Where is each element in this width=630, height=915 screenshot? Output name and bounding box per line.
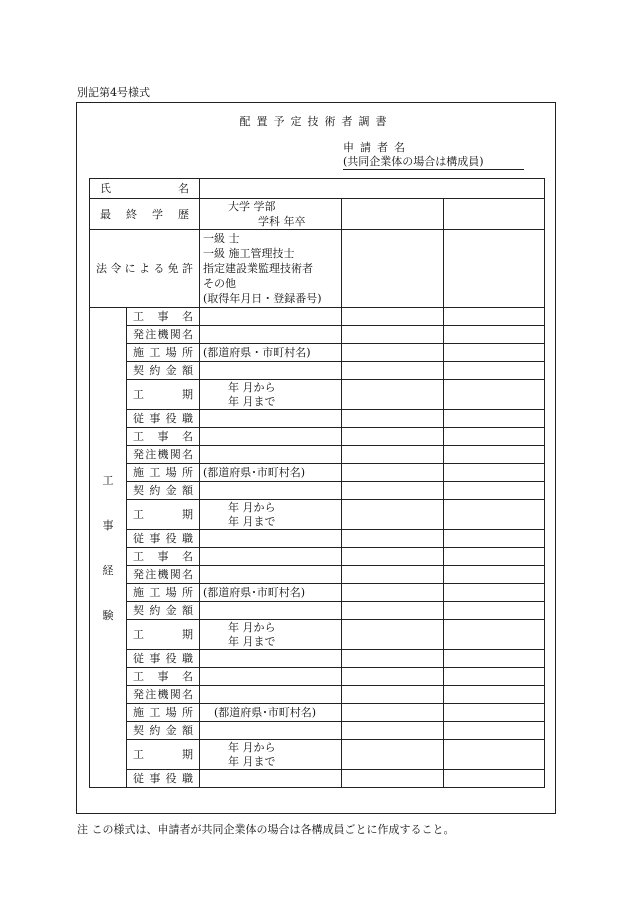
experience-extra-2[interactable] [444, 482, 545, 500]
experience-extra-1[interactable] [342, 482, 444, 500]
experience-label-char: 工 [102, 473, 114, 487]
education-extra-2[interactable] [444, 199, 545, 230]
experience-field-label: 工期 [127, 620, 200, 650]
experience-row [90, 722, 545, 740]
experience-field-value[interactable] [200, 500, 342, 530]
experience-extra-2[interactable] [444, 410, 545, 428]
experience-field-label: 発注機関名 [127, 446, 200, 464]
experience-extra-1[interactable] [342, 380, 444, 410]
experience-field-label: 契約金額 [127, 482, 200, 500]
experience-field-label: 施工場所 [127, 464, 200, 482]
experience-extra-2[interactable] [444, 704, 545, 722]
experience-field-value[interactable]: (都道府県･市町村名) [200, 584, 342, 602]
period-line: 年 月から [228, 500, 276, 514]
experience-extra-2[interactable] [444, 500, 545, 530]
education-line: 大学 学部 [228, 200, 276, 213]
experience-extra-1[interactable] [342, 446, 444, 464]
experience-field-value[interactable] [200, 446, 342, 464]
experience-field-label: 工事名 [127, 428, 200, 446]
experience-row [90, 446, 545, 464]
experience-extra-1[interactable] [342, 500, 444, 530]
education-label: 最終学歴 [90, 199, 200, 230]
applicant-label: 申請者名 [343, 141, 411, 154]
experience-extra-2[interactable] [444, 464, 545, 482]
experience-field-label: 従事役職 [127, 530, 200, 548]
period-line: 年 月から [228, 740, 276, 754]
experience-field-value[interactable] [200, 566, 342, 584]
experience-extra-2[interactable] [444, 566, 545, 584]
experience-field-label: 発注機関名 [127, 326, 200, 344]
experience-row [90, 464, 545, 482]
experience-label-char: 事 [102, 518, 114, 532]
education-value[interactable] [200, 199, 342, 230]
experience-row [90, 344, 545, 362]
experience-extra-2[interactable] [444, 740, 545, 770]
technician-table [89, 178, 545, 788]
experience-row [90, 620, 545, 650]
experience-field-value[interactable] [200, 602, 342, 620]
experience-extra-1[interactable] [342, 584, 444, 602]
experience-field-label: 契約金額 [127, 722, 200, 740]
experience-extra-2[interactable] [444, 530, 545, 548]
experience-field-value[interactable]: (都道府県･市町村名) [200, 704, 342, 722]
experience-label-char: 経 [102, 563, 114, 577]
experience-extra-2[interactable] [444, 770, 545, 788]
experience-row [90, 668, 545, 686]
license-extra-1[interactable] [342, 230, 444, 308]
experience-field-label: 施工場所 [127, 584, 200, 602]
applicant-note: (共同企業体の場合は構成員) [343, 155, 524, 170]
experience-extra-1[interactable] [342, 770, 444, 788]
experience-extra-2[interactable] [444, 722, 545, 740]
experience-extra-2[interactable] [444, 446, 545, 464]
education-extra-1[interactable] [342, 199, 444, 230]
experience-field-label: 契約金額 [127, 602, 200, 620]
experience-extra-1[interactable] [342, 548, 444, 566]
applicant-block [343, 141, 524, 170]
experience-field-value[interactable] [200, 380, 342, 410]
experience-extra-2[interactable] [444, 584, 545, 602]
experience-field-value[interactable] [200, 410, 342, 428]
experience-field-value[interactable] [200, 740, 342, 770]
license-line: 一級 施工管理技士 [203, 247, 295, 260]
name-value[interactable] [200, 179, 545, 199]
experience-field-label: 施工場所 [127, 344, 200, 362]
experience-field-label: 施工場所 [127, 704, 200, 722]
experience-extra-1[interactable] [342, 308, 444, 326]
license-line: 一級 士 [203, 232, 240, 245]
experience-row [90, 584, 545, 602]
experience-extra-1[interactable] [342, 566, 444, 584]
experience-extra-2[interactable] [444, 602, 545, 620]
experience-field-value[interactable]: (都道府県・市町村名) [200, 344, 342, 362]
experience-field-value[interactable] [200, 530, 342, 548]
experience-field-label: 工事名 [127, 668, 200, 686]
experience-extra-1[interactable] [342, 344, 444, 362]
experience-extra-2[interactable] [444, 326, 545, 344]
experience-extra-1[interactable] [342, 410, 444, 428]
experience-row [90, 566, 545, 584]
experience-extra-1[interactable] [342, 722, 444, 740]
experience-extra-1[interactable] [342, 362, 444, 380]
document-title: 配置予定技術者調書 [239, 115, 393, 128]
experience-extra-1[interactable] [342, 650, 444, 668]
period-line: 年 月から [228, 620, 276, 634]
experience-row [90, 362, 545, 380]
experience-extra-1[interactable] [342, 686, 444, 704]
license-line: 指定建設業監理技術者 [203, 262, 313, 275]
license-extra-2[interactable] [444, 230, 545, 308]
experience-extra-1[interactable] [342, 530, 444, 548]
experience-field-label: 従事役職 [127, 410, 200, 428]
license-label: 法令による免許 [90, 230, 200, 308]
experience-field-label: 発注機関名 [127, 566, 200, 584]
experience-field-value[interactable] [200, 326, 342, 344]
experience-row [90, 704, 545, 722]
experience-field-label: 従事役職 [127, 770, 200, 788]
experience-row [90, 326, 545, 344]
experience-row [90, 482, 545, 500]
experience-row [90, 740, 545, 770]
experience-field-value[interactable] [200, 308, 342, 326]
form-number: 別記第4号様式 [77, 86, 150, 99]
experience-extra-1[interactable] [342, 428, 444, 446]
experience-field-value[interactable] [200, 620, 342, 650]
experience-row [90, 650, 545, 668]
experience-extra-1[interactable] [342, 620, 444, 650]
license-value[interactable] [200, 230, 342, 308]
experience-field-label: 発注機関名 [127, 686, 200, 704]
license-line: その他 [203, 277, 236, 290]
experience-row [90, 770, 545, 788]
experience-extra-2[interactable] [444, 548, 545, 566]
experience-extra-2[interactable] [444, 650, 545, 668]
education-line: 学科 年卒 [258, 215, 306, 228]
experience-row [90, 500, 545, 530]
experience-extra-2[interactable] [444, 362, 545, 380]
experience-extra-1[interactable] [342, 602, 444, 620]
experience-row [90, 410, 545, 428]
experience-extra-2[interactable] [444, 344, 545, 362]
experience-row [90, 602, 545, 620]
experience-field-value[interactable] [200, 362, 342, 380]
experience-label-char: 験 [102, 608, 114, 622]
experience-extra-1[interactable] [342, 464, 444, 482]
period-line: 年 月から [228, 380, 276, 394]
experience-extra-2[interactable] [444, 620, 545, 650]
experience-extra-2[interactable] [444, 428, 545, 446]
experience-row [90, 530, 545, 548]
experience-row [90, 686, 545, 704]
experience-field-label: 契約金額 [127, 362, 200, 380]
experience-field-value[interactable] [200, 482, 342, 500]
experience-field-label: 工期 [127, 740, 200, 770]
experience-field-value[interactable]: (都道府県･市町村名) [200, 464, 342, 482]
experience-section [90, 308, 545, 788]
experience-extra-1[interactable] [342, 704, 444, 722]
period-line: 年 月まで [228, 514, 276, 528]
name-label: 氏名 [90, 179, 200, 199]
experience-field-value[interactable] [200, 428, 342, 446]
experience-field-value[interactable] [200, 770, 342, 788]
experience-field-label: 工事名 [127, 308, 200, 326]
experience-extra-2[interactable] [444, 380, 545, 410]
form-frame [76, 102, 556, 814]
experience-field-value[interactable] [200, 668, 342, 686]
experience-row [90, 548, 545, 566]
experience-field-label: 工事名 [127, 548, 200, 566]
experience-field-value[interactable] [200, 548, 342, 566]
experience-field-value[interactable] [200, 722, 342, 740]
experience-row [90, 380, 545, 410]
experience-field-label: 従事役職 [127, 650, 200, 668]
experience-row [90, 308, 545, 326]
period-line: 年 月まで [228, 394, 276, 408]
experience-field-value[interactable] [200, 650, 342, 668]
experience-extra-2[interactable] [444, 686, 545, 704]
footer-note: 注 この様式は、申請者が共同企業体の場合は各構成員ごとに作成すること。 [77, 823, 455, 836]
experience-extra-1[interactable] [342, 740, 444, 770]
experience-field-label: 工期 [127, 500, 200, 530]
license-line: (取得年月日・登録番号) [203, 292, 322, 305]
period-line: 年 月まで [228, 634, 276, 648]
experience-row [90, 428, 545, 446]
experience-extra-1[interactable] [342, 326, 444, 344]
experience-extra-2[interactable] [444, 668, 545, 686]
experience-label [90, 308, 127, 788]
period-line: 年 月まで [228, 754, 276, 768]
experience-field-value[interactable] [200, 686, 342, 704]
experience-extra-2[interactable] [444, 308, 545, 326]
experience-field-label: 工期 [127, 380, 200, 410]
experience-extra-1[interactable] [342, 668, 444, 686]
